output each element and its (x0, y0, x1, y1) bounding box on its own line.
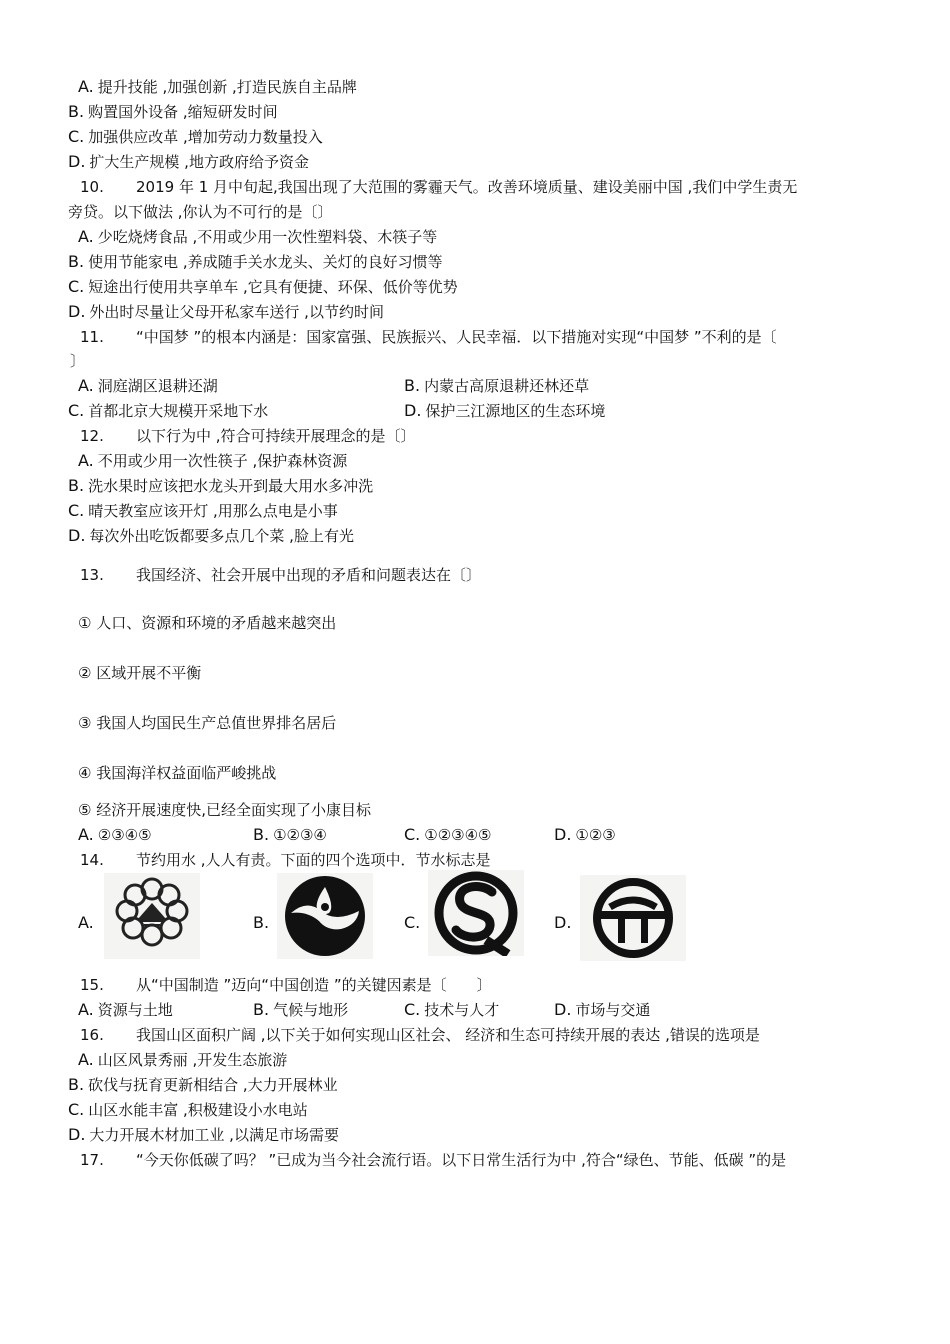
q12-stem: 12. 以下行为中 ,符合可持续开展理念的是〔〕 (80, 427, 416, 445)
question-number: 11. (80, 328, 104, 346)
question-number: 16. (80, 1026, 104, 1044)
q13-option-c: C. ①②③④⑤ (404, 825, 492, 844)
question-number: 10. (80, 178, 104, 196)
q12-option-c: C. 晴天教室应该开灯 ,用那么点电是小事 (68, 501, 338, 520)
q9-option-a: A. 提升技能 ,加强创新 ,打造民族自主品牌 (78, 77, 357, 96)
q12-option-d: D. 每次外出吃饭都要多点几个菜 ,脸上有光 (68, 526, 354, 545)
sq-emblem-icon (428, 870, 524, 956)
q10-stem-line2: 旁贷。以下做法 ,你认为不可行的是〔〕 (68, 203, 333, 221)
q14-option-c-label: C. (404, 913, 421, 932)
q15-option-b: B. 气候与地形 (253, 1000, 349, 1019)
question-number: 12. (80, 427, 104, 445)
q12-option-b: B. 洗水果时应该把水龙头开到最大用水多冲洗 (68, 476, 374, 495)
q17-stem: 17. “今天你低碳了吗？ ”已成为当今社会流行语。以下日常生活行为中 ,符合“绿色、节能、低碳 ”的是 (80, 1151, 787, 1169)
water-drop-emblem-icon (277, 873, 373, 959)
q13-option-a: A. ②③④⑤ (78, 825, 152, 844)
q14-option-d-label: D. (554, 913, 572, 932)
q11-stem: 11. “中国梦 ”的根本内涵是：国家富强、民族振兴、人民幸福．以下措施对实现“中国梦 ”不利的是〔 (80, 328, 777, 346)
q11-option-b: B. 内蒙古高原退耕还林还草 (404, 376, 590, 395)
q16-option-a: A. 山区风景秀丽 ,开发生态旅游 (78, 1050, 288, 1069)
q11-option-d: D. 保护三江源地区的生态环境 (404, 401, 606, 420)
q14-option-b-label: B. (253, 913, 270, 932)
q13-option-d: D. ①②③ (554, 825, 616, 844)
q11-option-c: C. 首都北京大规模开采地下水 (68, 401, 269, 420)
q13-item-5: ⑤ 经济开展速度快,已经全面实现了小康目标 (78, 801, 371, 819)
q14-option-a-label: A. (78, 913, 94, 932)
q13-item-4: ④ 我国海洋权益面临严峻挑战 (78, 764, 277, 782)
q14-stem: 14. 节约用水 ,人人有责。下面的四个选项中．节水标志是 (80, 851, 491, 869)
q13-item-3: ③ 我国人均国民生产总值世界排名居后 (78, 714, 337, 732)
q13-stem: 13. 我国经济、社会开展中出现的矛盾和问题表达在〔〕 (80, 566, 482, 584)
q15-option-d: D. 市场与交通 (554, 1000, 651, 1019)
q15-option-c: C. 技术与人才 (404, 1000, 500, 1019)
q10-option-a: A. 少吃烧烤食品 ,不用或少用一次性塑料袋、木筷子等 (78, 227, 438, 246)
q10-option-b: B. 使用节能家电 ,养成随手关水龙头、关灯的良好习惯等 (68, 252, 443, 271)
q16-option-c: C. 山区水能丰富 ,积极建设小水电站 (68, 1100, 308, 1119)
q10-option-c: C. 短途出行使用共享单车 ,它具有便捷、环保、低价等优势 (68, 277, 458, 296)
question-number: 13. (80, 566, 104, 584)
q16-option-b: B. 砍伐与抚育更新相结合 ,大力开展林业 (68, 1075, 338, 1094)
q16-stem: 16. 我国山区面积广阔 ,以下关于如何实现山区社会、 经济和生态可持续开展的表达 ,错误的选项是 (80, 1026, 760, 1044)
q13-item-2: ② 区域开展不平衡 (78, 664, 202, 682)
q9-option-d: D. 扩大生产规模 ,地方政府给予资金 (68, 152, 309, 171)
question-number: 14. (80, 851, 104, 869)
q15-option-a: A. 资源与土地 (78, 1000, 173, 1019)
q11-option-a: A. 洞庭湖区退耕还湖 (78, 376, 218, 395)
ring-emblem-icon (104, 873, 200, 959)
q13-item-1: ① 人口、资源和环境的矛盾越来越突出 (78, 614, 337, 632)
q9-option-b: B. 购置国外设备 ,缩短研发时间 (68, 102, 278, 121)
q11-stem-line2: 〕 (70, 352, 86, 370)
q9-option-c: C. 加强供应改革 ,增加劳动力数量投入 (68, 127, 323, 146)
q15-stem: 15. 从“中国制造 ”迈向“中国创造 ”的关键因素是〔 〕 (80, 976, 492, 994)
question-number: 17. (80, 1151, 104, 1169)
q13-option-b: B. ①②③④ (253, 825, 327, 844)
question-number: 15. (80, 976, 104, 994)
q10-stem: 10. 2019 年 1 月中旬起,我国出现了大范围的雾霾天气。改善环境质量、建设美丽中国 ,我们中学生责无 (80, 178, 798, 196)
q16-option-d: D. 大力开展木材加工业 ,以满足市场需要 (68, 1125, 339, 1144)
q10-option-d: D. 外出时尽量让父母开私家车送行 ,以节约时间 (68, 302, 384, 321)
q12-option-a: A. 不用或少用一次性筷子 ,保护森林资源 (78, 451, 348, 470)
energy-emblem-icon (580, 875, 686, 961)
